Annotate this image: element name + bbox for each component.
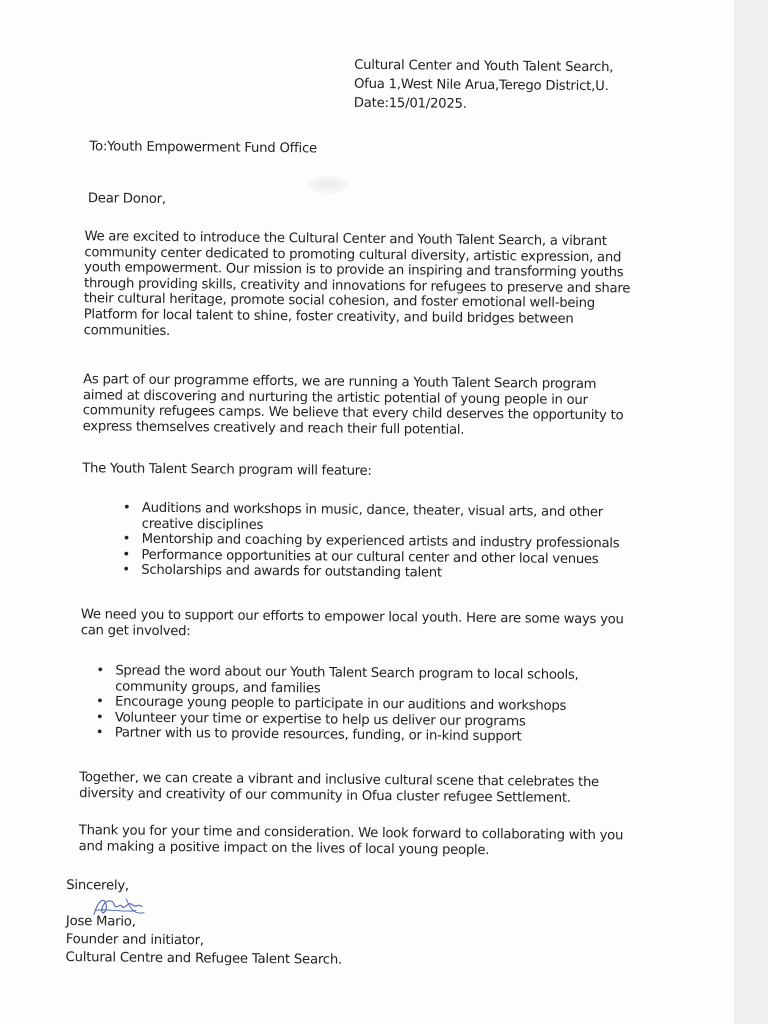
sender-address: Ofua 1,West Nile Arua,Terego District,U. (353, 76, 609, 95)
list-item (93, 663, 613, 699)
thanks-paragraph: Thank you for your time and consideration. We look forward to collaborating with you and making a positive impact on the lives of local young people. (78, 823, 624, 858)
support-intro: We need you to support our efforts to empower local youth. Here are some ways you can get involved: (80, 607, 624, 639)
list-item (120, 501, 620, 537)
list-item-text: Partner with us to provide resources, funding, or in-kind support (114, 725, 522, 745)
sender-address-block (354, 56, 655, 116)
list-item-text: Auditions and workshops in music, dance, theater, visual arts, and other creative disciplines (141, 500, 604, 533)
list-item-text: Mentorship and coaching by experienced artists and industry professionals (141, 531, 620, 552)
bullet-icon: • (122, 562, 130, 578)
bullet-icon: • (122, 500, 131, 516)
program-paragraph: As part of our programme efforts, we are running a Youth Talent Search program aimed at discovering and nurturing the artistic potential of young people in our community refugees camps. We believe that every child deserves the opportunity to express themselves creatively and reach their full potential. (82, 372, 624, 438)
bullet-icon: • (95, 694, 104, 710)
recipient-line: To:Youth Empowerment Fund Office (89, 139, 318, 157)
signer-name: Jose Mario, (65, 914, 136, 930)
support-ways-list (93, 663, 614, 746)
features-list (119, 501, 620, 584)
scan-smudge (308, 175, 348, 193)
list-item-text: Spread the word about our Youth Talent Search program to local schools, community groups, and families (115, 663, 579, 697)
features-intro: The Youth Talent Search program will feature: (82, 461, 372, 479)
bullet-icon: • (122, 531, 131, 547)
sender-organization: Cultural Center and Youth Talent Search, (354, 57, 614, 76)
list-item-text: Volunteer your time or expertise to help us deliver our programs (114, 710, 526, 730)
handwritten-signature (90, 890, 148, 925)
bullet-icon: • (122, 547, 131, 563)
letter-date: Date:15/01/2025. (353, 95, 467, 112)
bullet-icon: • (95, 725, 104, 741)
intro-paragraph: We are excited to introduce the Cultural Center and Youth Talent Search, a vibrant community center dedicated to promoting cultural diversity, artistic expression, and youth empowerment. Our mission is to provide an inspiring and transforming youths through providing skills, creativity and innovations for refugees to preserve and share their cultural heritage, promote social cohesion, and foster emotional well-being Platform for local talent to shine, foster creativity, and build bridges between communities. (83, 229, 631, 339)
valediction: Sincerely, (66, 878, 130, 894)
signer-title: Founder and initiator, (65, 932, 204, 949)
list-item-text: Scholarships and awards for outstanding talent (141, 563, 442, 581)
salutation: Dear Donor, (87, 191, 166, 207)
list-item-text: Encourage young people to participate in our auditions and workshops (114, 694, 567, 714)
signer-organization: Cultural Centre and Refugee Talent Search. (65, 950, 343, 968)
bullet-icon: • (96, 663, 104, 679)
bullet-icon: • (95, 710, 104, 726)
list-item-text: Performance opportunities at our cultural center and other local venues (141, 547, 599, 567)
together-paragraph: Together, we can create a vibrant and inclusive cultural scene that celebrates the diversity and creativity of our community in Ofua cluster refugee Settlement. (79, 770, 600, 806)
